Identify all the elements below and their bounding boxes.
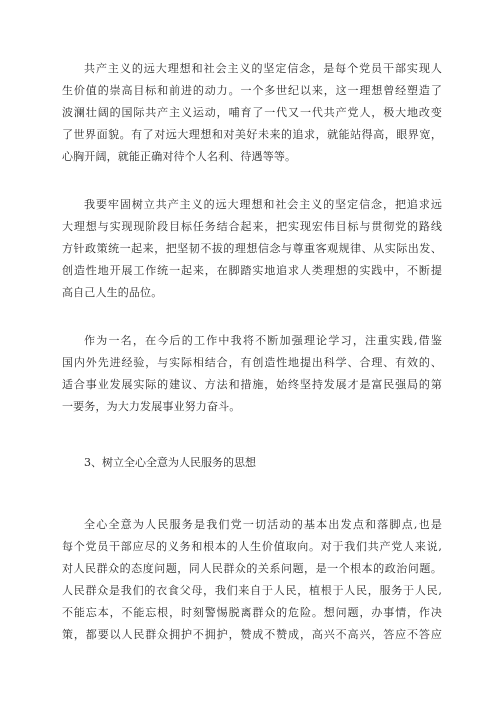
paragraph-line: 不能忘本，不能忘根，时刻警惕脱离群众的危险。想问题，办事情，作决 <box>62 606 442 619</box>
paragraph-line: 对人民群众的态度问题，同人民群众的关系问题，是一个根本的政治问题。 <box>62 562 442 575</box>
paragraph-line: 创造性地开展工作统一起来，在脚踏实地追求人类理想的实践中，不断提 <box>62 264 442 277</box>
paragraph-line: 人民群众是我们的衣食父母，我们来自于人民，植根于人民，服务于人民, <box>62 584 442 597</box>
paragraph-line: 波澜壮阔的国际共产主义运动，哺育了一代又一代共产党人，极大地改变 <box>62 106 442 119</box>
paragraph-line: 我要牢固树立共产主义的远大理想和社会主义的坚定信念，把追求远 <box>84 198 442 211</box>
paragraph-line: 方针政策统一起来，把坚韧不拔的理想信念与尊重客观规律、从实际出发、 <box>62 242 442 255</box>
paragraph-line: 了世界面貌。有了对远大理想和对美好未来的追求，就能站得高，眼界宽， <box>62 128 442 141</box>
paragraph-line: 策，都要以人民群众拥护不拥护，赞成不赞成，高兴不高兴，答应不答应 <box>62 628 442 641</box>
paragraph-line: 高自己人生的品位。 <box>62 286 163 299</box>
paragraph-future-work <box>62 330 442 418</box>
paragraph-ideal-belief <box>62 58 442 168</box>
paragraph-line: 国内外先进经验，与实际相结合，有创造性地提出科学、合理、有效的、 <box>62 356 442 369</box>
paragraph-line: 全心全意为人民服务是我们党一切活动的基本出发点和落脚点,也是 <box>84 518 442 531</box>
paragraph-line: 心胸开阔，就能正确对待个人名利、待遇等等。 <box>62 150 297 163</box>
paragraph-line: 每个党员干部应尽的义务和根本的人生价值取向。对于我们共产党人来说, <box>62 540 442 553</box>
paragraph-line: 生价值的崇高目标和前进的动力。一个多世纪以来，这一理想曾经塑造了 <box>62 84 442 97</box>
paragraph-line: 适合事业发展实际的建议、方法和措施，始终坚持发展才是富民强局的第 <box>62 378 442 391</box>
section-heading: 3、树立全心全意为人民服务的思想 <box>84 456 256 469</box>
paragraph-line: 大理想与实现现阶段目标任务结合起来，把实现宏伟目标与贯彻党的路线 <box>62 220 442 233</box>
paragraph-serve-people <box>62 514 442 646</box>
paragraph-line: 一要务，为大力发展事业努力奋斗。 <box>62 400 241 413</box>
paragraph-firm-belief <box>62 194 442 304</box>
paragraph-line: 作为一名，在今后的工作中我将不断加强理论学习，注重实践,借鉴 <box>84 334 442 347</box>
paragraph-line: 共产主义的远大理想和社会主义的坚定信念，是每个党员干部实现人 <box>84 62 442 75</box>
